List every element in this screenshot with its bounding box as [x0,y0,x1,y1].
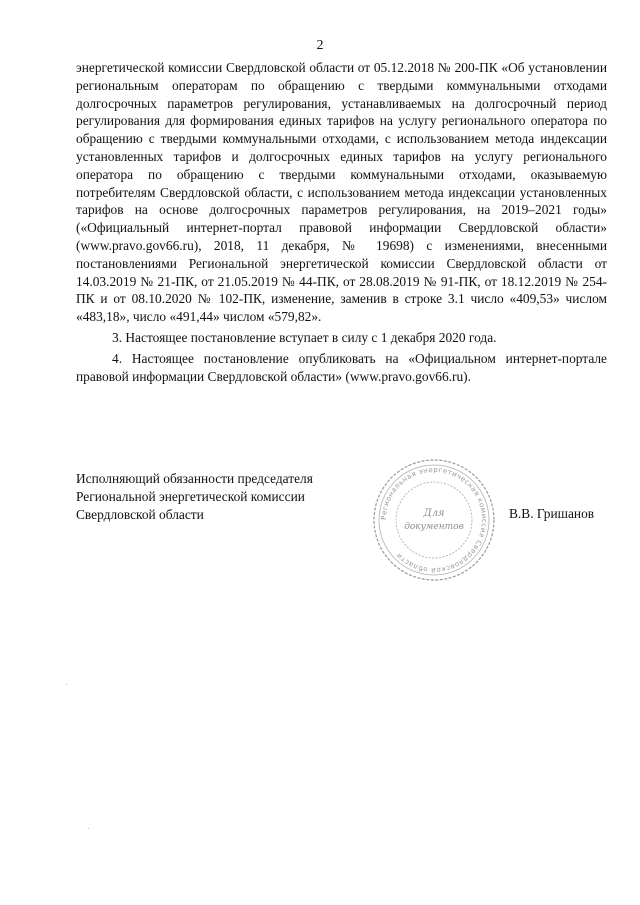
stamp-ring-text: Региональная энергетическая комиссия Свердловской области [379,465,489,575]
stamp-inner-text-1: Для [423,508,445,519]
official-stamp [370,456,498,584]
signer-title-line-2: Региональной энергетической комиссии [76,488,305,504]
signer-name: В.В. Гришанов [509,506,595,521]
signer-title-line-3: Свердловской области [76,506,204,522]
paragraph-effective-date: 3. Настоящее постановление вступает в силу с 1 декабря 2020 года. [112,329,497,345]
scan-speck [88,828,89,829]
signer-title [76,470,376,523]
signer-title-line-1: Исполняющий обязанности председателя [76,471,313,486]
paragraph-publication: 4. Настоящее постановление опубликовать на «Официальном интернет-портале правовой информации Свердловской области» (www.pravo.gov66.ru). [76,350,607,384]
paragraph-amendment: энергетической комиссии Свердловской области от 05.12.2018 № 200-ПК «Об установлении региональным операторам по обращению с твердыми коммунальными отходами долгосрочных параметров регулирования, устанавливаемых на долгосрочный период регулирования для формирования единых тарифов на услугу регионального оператора по обращению с твердыми коммунальными отходами, с использованием метода индексации установленных тарифов и долгосрочных единых тарифов на услугу регионального оператора по обращению с твердыми коммунальными отходами, оказываемую потребителям Свердловской области, с использованием метода индексации установленных тарифов на основе долгосрочных параметров регулирования, на 2019–2021 годы» («Официальный интернет-портал правовой информации Свердловской области» (www.pravo.gov66.ru), 2018, 11 декабря, № 19698) с изменениями, внесенными постановлениями Региональной энергетической комиссии Свердловской области от 14.03.2019 № 21-ПК, от 21.05.2019 № 44-ПК, от 28.08.2019 № 91-ПК, от 18.12.2019 № 254-ПК и от 08.10.2020 № 102-ПК, изменение, заменив в строке 3.1 число «409,53» числом «483,18», число «491,44» числом «579,82». [76,60,607,325]
document-body [76,59,607,385]
stamp-inner-text-2: документов [404,522,464,532]
page-number: 2 [316,38,324,53]
scan-speck [66,684,67,685]
